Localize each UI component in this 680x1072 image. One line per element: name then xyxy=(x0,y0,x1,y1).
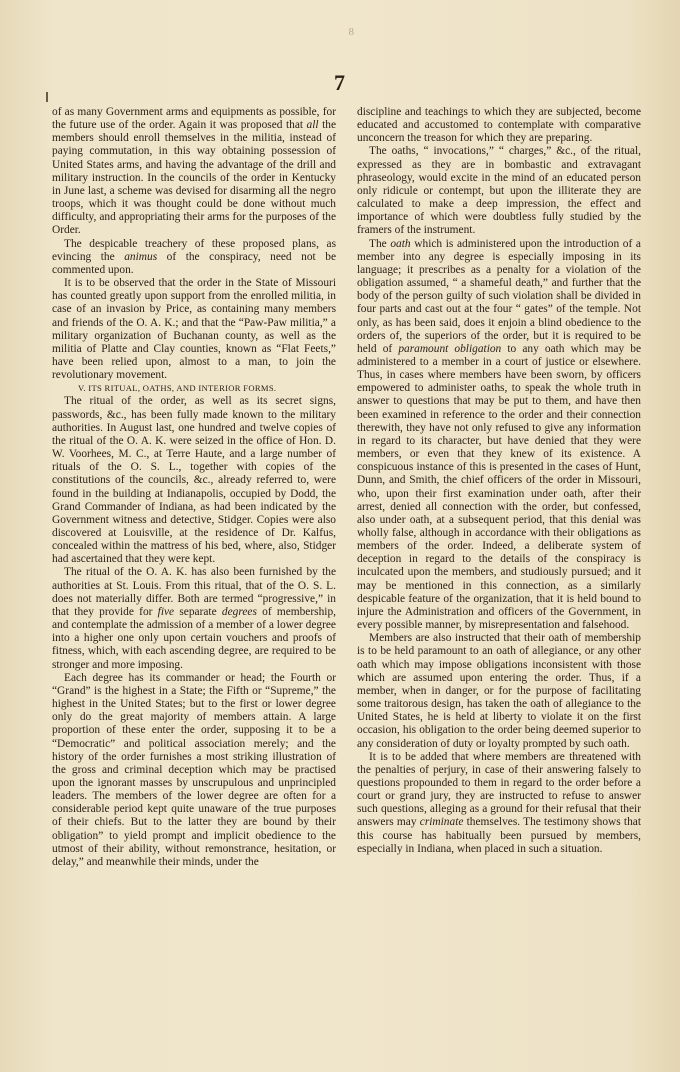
paragraph: of as many Government arms and equipments as possible, for the future use of the order. Again it was proposed that all the members should enroll themselves in the militia, instead of paying commutation, in this way obtaining possession of United States arms, and having the advantage of the drill and military instruction. In the councils of the order in Kentucky in June last, a scheme was devised for disarming all the negro troops, which it was thought could be done without much difficulty, and appropriating their arms for the purposes of the Order. xyxy=(52,106,336,237)
right-column xyxy=(357,106,641,856)
paragraph: The despicable treachery of these proposed plans, as evincing the animus of the conspiracy, need not be commented upon. xyxy=(52,237,336,276)
margin-mark xyxy=(46,92,48,102)
paragraph: The ritual of the O. A. K. has also been furnished by the authorities at St. Louis. From this ritual, that of the O. S. L. does not materially differ. Both are termed “progressive,” in that they provide for five separate degrees of membership, and contemplate the admission of a member of a lower degree into a higher one only upon certain vouchers and proofs of fitness, which, with each ascending degree, are required to be stronger and more imposing. xyxy=(52,566,336,671)
paragraph: Each degree has its commander or head; the Fourth or “Grand” is the highest in a State; the Fifth or “Supreme,” the highest in the United States; but to the first or lower degree only do the great majority of members attain. A large proportion of these enter the order, supposing it to be a “Democratic” and political association merely; and the history of the order furnishes a most striking illustration of the gross and criminal deception which may be practised upon the ignorant masses by unscrupulous and unprincipled leaders. The members of the lower degree are often for a considerable period kept quite unaware of the true purposes of their chiefs. But to the latter they are bound by their obligation” to yield prompt and implicit obedience to the utmost of their ability, without remonstrance, hesitation, or delay,” and meanwhile their minds, under the xyxy=(52,671,336,868)
paragraph: Members are also instructed that their oath of membership is to be held paramount to an oath of allegiance, or any other oath which may impose obligations inconsistent with those which are assumed upon entering the order. Thus, if a member, when in danger, or for the purpose of facilitating some traitorous design, has taken the oath of allegiance to the United States, he is held at liberty to violate it on the first occasion, his obligation to the order being deemed superior to any consideration of duty or loyalty prompted by such oath. xyxy=(357,632,641,750)
left-column xyxy=(52,106,336,869)
paragraph: The oath which is administered upon the introduction of a member into any degree is especially imposing in its language; it prescribes as a penalty for a violation of the obligation assumed, “ a shameful death,” and further that the body of the person guilty of such violation shall be divided in four parts and cast out at the four “ gates” of the temple. Not only, as has been said, does it enjoin a blind obedience to the orders of, the superiors of the order, but it is required to be held of paramount obligation to any oath which may be administered to a member in a court of justice or elsewhere. Thus, in cases where members have been sworn, by officers empowered to administer oaths, to speak the whole truth in answer to questions that may be put to them, and have then been examined in reference to the order and their connection therewith, they have not only refused to give any information in regard to its character, but have denied that they were members, or even that they knew of its existence. A conspicuous instance of this is presented in the cases of Hunt, Dunn, and Smith, the chief officers of the order in Missouri, who, upon their first examination under oath, after their arrest, denied all connection with the order, but confessed, also under oath, at a subsequent period, that this denial was wholly false, although in accordance with their obligations as members of the order. Indeed, a deliberate system of deception in regard to the details of the conspiracy is inculcated upon the members, and studiously pursued; and it may be mentioned in this connection, as a similarly despicable feature of the organization, that it is held bound to injure the Administration and officers of the Government, in every possible manner, by misrepresentation and falsehood. xyxy=(357,237,641,632)
page-number: 7 xyxy=(334,70,346,95)
paragraph: The ritual of the order, as well as its secret signs, passwords, &c., has been fully made known to the military authorities. In August last, one hundred and twelve copies of the ritual of the O. A. K. were seized in the office of Hon. D. W. Voorhees, M. C., at Terre Haute, and a large number of rituals of the O. S. L., together with copies of the constitutions of the councils, &c., already referred to, were found in the building at Indianapolis, occupied by Dodd, the Grand Commander of Indiana, as had been indicated by the Government witness and detective, Stidger. Copies were also discovered at Louisville, at the residence of Dr. Kalfus, concealed within the mattress of his bed, where, also, Stidger had ascertained that they were kept. xyxy=(52,395,336,566)
paragraph: discipline and teachings to which they are subjected, become educated and accustomed to contemplate with comparative unconcern the treason for which they are preparing. xyxy=(357,106,641,145)
paragraph: It is to be observed that the order in the State of Missouri has counted greatly upon support from the enrolled militia, in case of an invasion by Price, as containing many members and friends of the O. A. K.; and that the “Paw-Paw militia,” a military organization of Buchanan county, as well as the militia of Platte and Clay counties, known as “Flat Feets,” have been relied upon, almost to a man, to join the revolutionary movement. xyxy=(52,277,336,382)
paragraph: It is to be added that where members are threatened with the penalties of perjury, in case of their answering falsely to questions propounded to them in regard to the order before a court or grand jury, they are instructed to refuse to answer such questions, alleging as a ground for their refusal that their answers may criminate themselves. The testimony shows that this course has habitually been pursued by members, especially in Indiana, when placed in such a situation. xyxy=(357,750,642,855)
section-heading: V. ITS RITUAL, OATHS, AND INTERIOR FORMS. xyxy=(78,383,277,394)
corner-mark: 8 xyxy=(348,26,354,38)
paragraph: The oaths, “ invocations,” “ charges,” &c., of the ritual, expressed as they are in bombastic and extravagant phraseology, would excite in the mind of an educated person only ridicule or contempt, but upon the illiterate they are calculated to make a deep impression, the effect and importance of which were doubtless fully studied by the framers of the instrument. xyxy=(357,145,641,237)
